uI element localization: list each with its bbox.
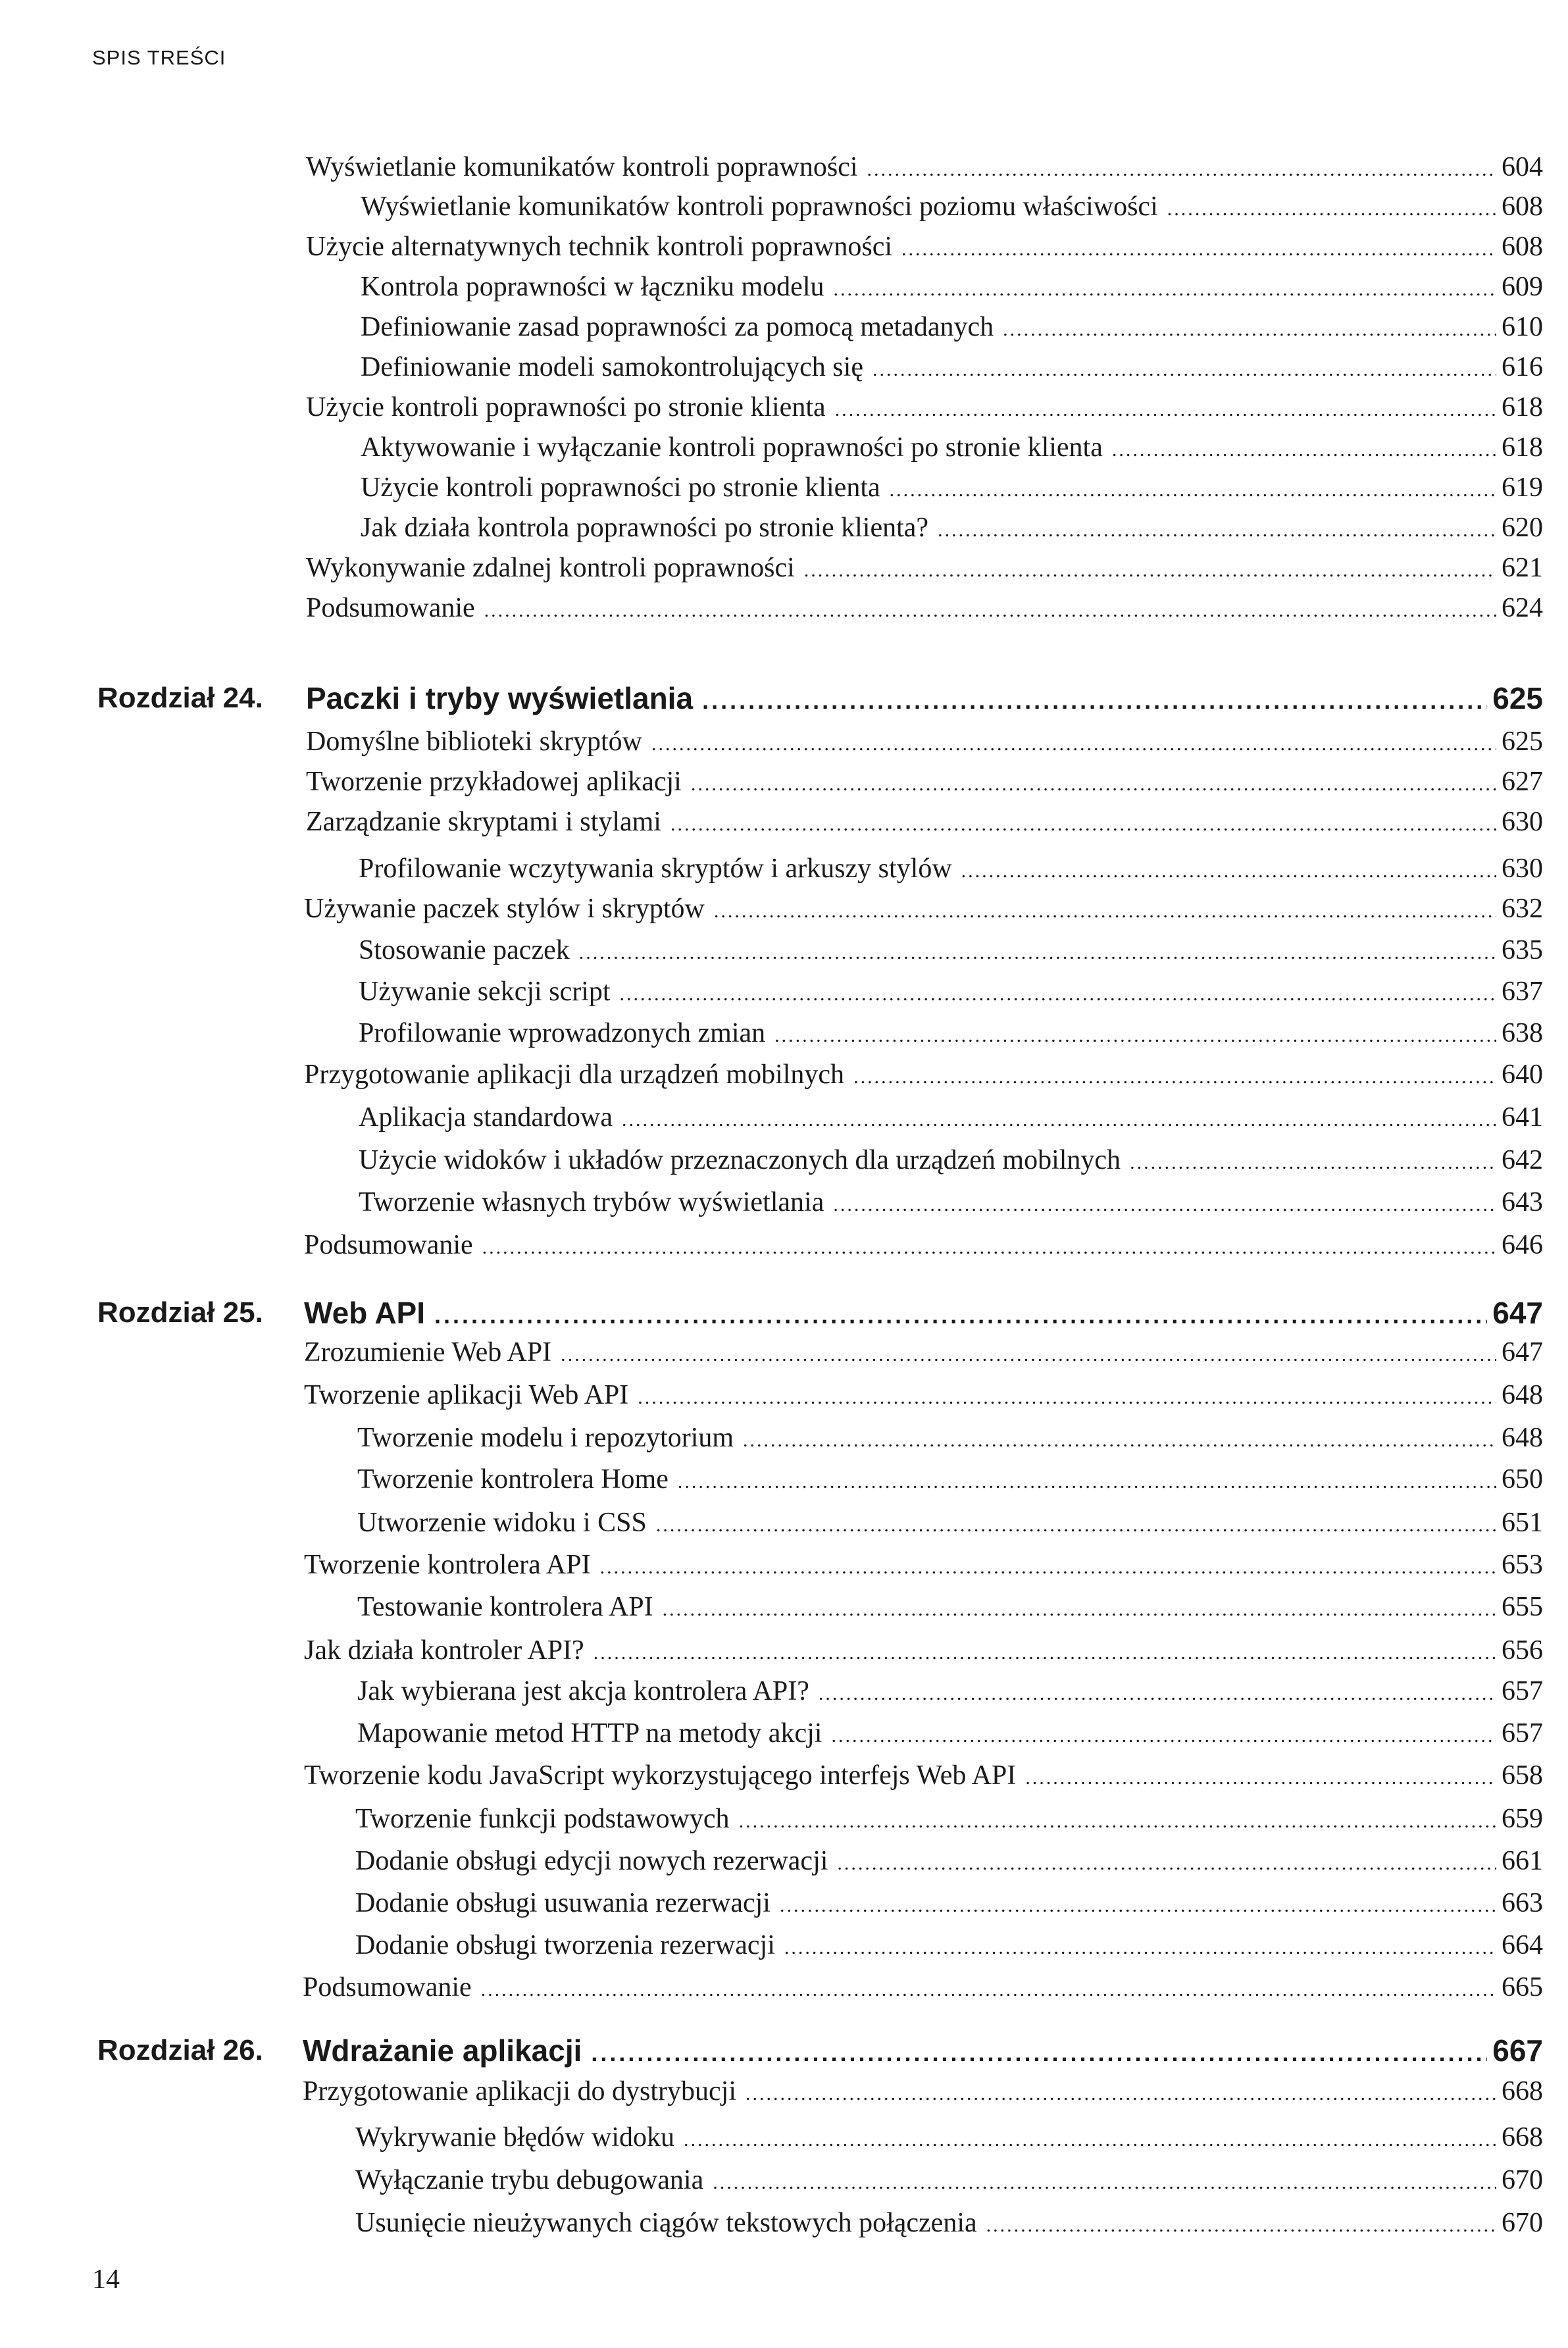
toc-entry: Jak wybierana jest akcja kontrolera API? ..... 657 bbox=[357, 1672, 1543, 1714]
toc-entry: Usunięcie nieużywanych ciągów tekstowych połączenia ..... 670 bbox=[355, 2203, 1543, 2245]
toc-entry: Tworzenie własnych trybów wyświetlania ..... 643 bbox=[359, 1183, 1543, 1225]
toc-entry: Podsumowanie ..... 665 bbox=[303, 1968, 1543, 2010]
toc-chapter-entry: Wdrażanie aplikacji ..... 667 bbox=[303, 2029, 1543, 2075]
toc-entry: Dodanie obsługi tworzenia rezerwacji ..... 664 bbox=[355, 1926, 1543, 1968]
toc-entry: Jak działa kontroler API? ..... 656 bbox=[304, 1631, 1543, 1673]
toc-entry: Zrozumienie Web API ..... 647 bbox=[304, 1333, 1543, 1375]
chapter-label: Rozdział 26. bbox=[97, 2034, 263, 2066]
chapter-label: Rozdział 24. bbox=[97, 682, 263, 714]
toc-entry: Tworzenie modelu i repozytorium ..... 648 bbox=[357, 1418, 1543, 1460]
toc-entry: Użycie widoków i układów przeznaczonych dla urządzeń mobilnych ..... 642 bbox=[359, 1140, 1543, 1183]
toc-entry: Użycie kontroli poprawności po stronie klienta ..... 618 bbox=[306, 388, 1543, 430]
toc-entry: Tworzenie przykładowej aplikacji ..... 627 bbox=[306, 762, 1543, 804]
toc-entry: Definiowanie modeli samokontrolujących się ..... 616 bbox=[361, 347, 1543, 390]
toc-entry: Utworzenie widoku i CSS ..... 651 bbox=[357, 1503, 1543, 1545]
toc-entry: Podsumowanie ..... 646 bbox=[304, 1225, 1543, 1267]
chapter-label: Rozdział 25. bbox=[97, 1296, 263, 1329]
toc-entry: Profilowanie wczytywania skryptów i arkuszy stylów ..... 630 bbox=[359, 849, 1543, 891]
toc-entry: Jak działa kontrola poprawności po stronie klienta? ..... 620 bbox=[361, 508, 1543, 550]
toc-entry: Wyświetlanie komunikatów kontroli poprawności poziomu właściwości ..... 608 bbox=[361, 187, 1543, 229]
toc-entry: Testowanie kontrolera API ..... 655 bbox=[357, 1587, 1543, 1629]
toc-entry: Tworzenie kontrolera Home ..... 650 bbox=[357, 1460, 1543, 1502]
toc-entry: Aktywowanie i wyłączanie kontroli poprawności po stronie klienta ..... 618 bbox=[361, 428, 1543, 470]
toc-entry: Mapowanie metod HTTP na metody akcji ..... 657 bbox=[357, 1714, 1543, 1756]
toc-entry: Wyświetlanie komunikatów kontroli poprawności ..... 604 bbox=[306, 147, 1543, 190]
toc-entry: Tworzenie funkcji podstawowych ..... 659 bbox=[355, 1799, 1543, 1841]
toc-entry: Stosowanie paczek ..... 635 bbox=[359, 931, 1543, 973]
toc-entry: Wykrywanie błędów widoku ..... 668 bbox=[355, 2118, 1543, 2160]
page-number: 14 bbox=[92, 2264, 120, 2295]
toc-entry: Używanie paczek stylów i skryptów ..... 632 bbox=[304, 889, 1543, 931]
toc-entry: Przygotowanie aplikacji dla urządzeń mobilnych ..... 640 bbox=[304, 1055, 1543, 1097]
toc-entry: Używanie sekcji script ..... 637 bbox=[359, 972, 1543, 1014]
toc-entry: Tworzenie kodu JavaScript wykorzystującego interfejs Web API ..... 658 bbox=[304, 1756, 1543, 1798]
toc-entry: Wyłączanie trybu debugowania ..... 670 bbox=[355, 2160, 1543, 2203]
toc-entry: Użycie alternatywnych technik kontroli poprawności ..... 608 bbox=[306, 227, 1543, 269]
toc-entry: Dodanie obsługi edycji nowych rezerwacji ..... 661 bbox=[355, 1841, 1543, 1883]
toc-entry: Definiowanie zasad poprawności za pomocą metadanych ..... 610 bbox=[361, 307, 1543, 349]
toc-entry: Profilowanie wprowadzonych zmian ..... 638 bbox=[359, 1013, 1543, 1056]
toc-entry: Przygotowanie aplikacji do dystrybucji ..... 668 bbox=[303, 2072, 1543, 2114]
toc-entry: Tworzenie kontrolera API ..... 653 bbox=[304, 1545, 1543, 1587]
toc-entry: Użycie kontroli poprawności po stronie klienta ..... 619 bbox=[361, 468, 1543, 510]
toc-entry: Aplikacja standardowa ..... 641 bbox=[359, 1098, 1543, 1140]
toc-entry: Podsumowanie ..... 624 bbox=[306, 588, 1543, 630]
toc-entry: Wykonywanie zdalnej kontroli poprawności ..... 621 bbox=[306, 548, 1543, 590]
toc-entry: Domyślne biblioteki skryptów ..... 625 bbox=[306, 722, 1543, 764]
toc-entry: Kontrola poprawności w łączniku modelu ..... 609 bbox=[361, 267, 1543, 309]
toc-chapter-entry: Web API ..... 647 bbox=[304, 1291, 1543, 1337]
toc-chapter-entry: Paczki i tryby wyświetlania ..... 625 bbox=[306, 676, 1543, 723]
toc-entry: Zarządzanie skryptami i stylami ..... 630 bbox=[306, 802, 1543, 844]
toc-entry: Dodanie obsługi usuwania rezerwacji ..... 663 bbox=[355, 1883, 1543, 1926]
toc-entry: Tworzenie aplikacji Web API ..... 648 bbox=[304, 1375, 1543, 1417]
running-head: SPIS TREŚCI bbox=[92, 46, 226, 69]
